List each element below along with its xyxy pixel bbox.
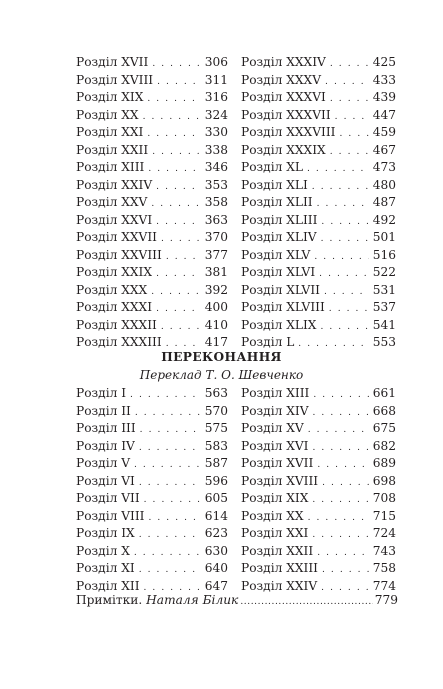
chapter-label: Розділ XLII	[241, 195, 313, 209]
page-number: 324	[204, 107, 228, 122]
page-number: 400	[204, 300, 228, 314]
chapter-label: Розділ XXXII	[76, 317, 157, 332]
leader-dots	[144, 492, 201, 510]
chapter-label: Розділ XLIX	[241, 317, 317, 332]
page-number: 647	[204, 578, 228, 593]
leader-dots	[322, 562, 369, 580]
leader-dots	[308, 510, 369, 528]
leader-dots	[321, 231, 369, 249]
chapter-label: Розділ XXXVI	[241, 90, 326, 104]
page-number: 501	[372, 230, 396, 244]
page-number: 381	[204, 265, 228, 279]
toc-entry[interactable]	[241, 438, 396, 456]
chapter-label: Розділ XIX	[76, 90, 144, 104]
chapter-label: Розділ XLIII	[241, 212, 318, 227]
chapter-label: Розділ XLVI	[241, 265, 316, 279]
chapter-label: Розділ XXXV	[241, 72, 322, 87]
leader-dots	[161, 319, 201, 337]
toc-entry[interactable]	[241, 142, 396, 160]
toc-column-left	[76, 385, 228, 595]
leader-dots	[156, 301, 201, 319]
toc-entry[interactable]	[76, 385, 228, 403]
page-number: 623	[204, 526, 228, 540]
toc-entry[interactable]	[76, 72, 228, 90]
toc-entry[interactable]	[241, 72, 396, 90]
leader-dots	[147, 126, 200, 144]
page-number: 583	[204, 438, 228, 453]
page-number: 537	[372, 300, 396, 314]
leader-dots	[139, 475, 201, 493]
chapter-label: Розділ L	[241, 335, 295, 349]
toc-entry[interactable]	[241, 543, 396, 561]
leader-dots	[156, 179, 201, 197]
leader-dots	[320, 319, 368, 337]
page-number: 425	[372, 55, 396, 69]
chapter-label: Розділ XXI	[241, 526, 309, 540]
chapter-label: Розділ XIV	[241, 403, 309, 418]
leader-dots	[319, 266, 369, 284]
page-number: 473	[372, 160, 396, 174]
leader-dots	[330, 144, 369, 162]
chapter-label: Розділ XXXVIII	[241, 125, 336, 139]
chapter-label: Розділ XII	[76, 578, 140, 593]
leader-dots	[325, 74, 369, 92]
page-number: 563	[204, 386, 228, 400]
leader-dots	[330, 56, 369, 74]
leader-dots	[139, 440, 201, 458]
chapter-label: Розділ VI	[76, 473, 135, 488]
toc-entry[interactable]	[76, 177, 228, 195]
toc-entry[interactable]	[241, 124, 396, 142]
leader-dots	[156, 214, 201, 232]
chapter-label: Розділ VIII	[76, 508, 145, 523]
page-number: 480	[372, 177, 396, 192]
page-number: 715	[372, 508, 396, 523]
page-number: 531	[372, 282, 396, 297]
toc-entry[interactable]	[76, 299, 228, 317]
chapter-label: Розділ XXXVII	[241, 107, 331, 122]
page-number: 417	[204, 335, 228, 349]
leader-dots	[148, 510, 200, 528]
leader-dots	[321, 214, 368, 232]
toc-entry[interactable]	[241, 403, 396, 421]
toc-entry[interactable]	[76, 543, 228, 561]
page-number: 447	[372, 107, 396, 122]
page-number: 492	[372, 212, 396, 227]
leader-dots	[147, 91, 200, 109]
toc-entry[interactable]	[241, 159, 396, 177]
toc-entry[interactable]	[76, 490, 228, 508]
toc-entry[interactable]	[76, 229, 228, 247]
section-subtitle: Переклад Т. О. Шевченко	[139, 368, 304, 382]
toc-entry[interactable]	[241, 212, 396, 230]
page-number: 353	[204, 177, 228, 192]
leader-dots	[335, 109, 369, 127]
leader-dots	[151, 284, 201, 302]
leader-dots	[317, 457, 368, 475]
leader-dots	[312, 492, 368, 510]
toc-entry[interactable]	[76, 525, 228, 543]
chapter-label: Розділ XXXIV	[241, 55, 326, 69]
toc-column-right	[241, 54, 396, 352]
toc-entry[interactable]	[241, 89, 396, 107]
toc-entry[interactable]	[76, 438, 228, 456]
leader-dots	[140, 422, 201, 440]
toc-entry[interactable]	[241, 508, 396, 526]
page-number: 689	[372, 456, 396, 470]
leader-dots	[314, 249, 368, 267]
leader-dots	[152, 56, 200, 74]
page-number: 661	[372, 386, 396, 400]
page-number: 392	[204, 282, 228, 297]
chapter-label: Розділ XVIII	[241, 473, 319, 488]
toc-entry[interactable]	[76, 508, 228, 526]
leader-dots	[156, 266, 201, 284]
leader-dots	[312, 527, 368, 545]
chapter-label: Розділ XLVIII	[241, 300, 325, 314]
page-number: 774	[372, 578, 396, 593]
page-number: 570	[204, 403, 228, 418]
leader-dots	[339, 126, 368, 144]
leader-dots	[135, 405, 201, 423]
page-number: 516	[372, 247, 396, 262]
chapter-label: Розділ XV	[241, 421, 304, 435]
page-number: 640	[204, 561, 228, 575]
toc-entry[interactable]	[241, 247, 396, 265]
page-number: 311	[204, 72, 228, 87]
leader-dots	[312, 179, 369, 197]
chapter-label: Розділ XXXIX	[241, 142, 326, 157]
page-number: 306	[204, 55, 228, 69]
leader-dots	[329, 301, 369, 319]
toc-entry[interactable]	[241, 282, 396, 300]
chapter-label: Розділ XVII	[76, 55, 149, 69]
toc-entry[interactable]	[241, 525, 396, 543]
toc-entry[interactable]	[76, 560, 228, 578]
page-number: 743	[372, 543, 396, 558]
chapter-label: Розділ XLVII	[241, 282, 320, 297]
toc-entry[interactable]	[241, 264, 396, 282]
leader-dots	[240, 594, 372, 612]
toc-entry[interactable]	[76, 194, 228, 212]
chapter-label: Розділ XXVI	[76, 212, 153, 227]
leader-dots	[166, 249, 201, 267]
chapter-label: Розділ XXI	[76, 125, 144, 139]
page-number: 358	[204, 195, 228, 209]
leader-dots	[148, 161, 200, 179]
chapter-label: Розділ XIII	[76, 160, 145, 174]
page-number: 630	[204, 543, 228, 558]
page-number: 675	[372, 421, 396, 435]
toc-entry[interactable]	[76, 282, 228, 300]
chapter-label: Розділ XIII	[241, 386, 310, 400]
leader-dots	[313, 440, 369, 458]
toc-column-left	[76, 54, 228, 352]
page-number: 668	[372, 403, 396, 418]
toc-entry[interactable]	[241, 420, 396, 438]
chapter-label: Розділ XXXI	[76, 300, 153, 314]
toc-entry[interactable]	[76, 159, 228, 177]
leader-dots	[161, 231, 201, 249]
page-number: 698	[372, 473, 396, 488]
page-number: 410	[204, 317, 228, 332]
page-number: 575	[204, 421, 228, 435]
page-number: 541	[372, 317, 396, 332]
leader-dots	[317, 545, 369, 563]
page-number: 708	[372, 491, 396, 505]
toc-entry[interactable]	[241, 560, 396, 578]
toc-entry[interactable]	[76, 420, 228, 438]
toc-block-part-1	[76, 54, 396, 352]
leader-dots	[324, 284, 369, 302]
leader-dots	[151, 196, 200, 214]
page-number: 467	[372, 142, 396, 157]
chapter-label: Розділ XXVIII	[76, 247, 162, 262]
chapter-label: Розділ II	[76, 403, 131, 418]
leader-dots	[152, 144, 201, 162]
page-number: 758	[372, 561, 396, 575]
toc-entry[interactable]	[241, 317, 396, 335]
toc-entry[interactable]	[241, 229, 396, 247]
chapter-label: Розділ IV	[76, 438, 135, 453]
page-number: 724	[372, 526, 396, 540]
chapter-label: Розділ XVIII	[76, 72, 154, 87]
toc-entry[interactable]	[76, 334, 228, 352]
notes-page-number: 779	[374, 593, 398, 607]
page-number: 605	[204, 491, 228, 505]
chapter-label: Розділ XVI	[241, 438, 309, 453]
toc-entry[interactable]	[76, 455, 228, 473]
chapter-label: Розділ XX	[76, 107, 139, 122]
chapter-label: Розділ XLI	[241, 177, 308, 192]
page-number: 363	[204, 212, 228, 227]
chapter-label: Розділ III	[76, 421, 136, 435]
toc-entry[interactable]	[241, 385, 396, 403]
chapter-label: Розділ XXX	[76, 282, 148, 297]
leader-dots	[317, 196, 369, 214]
toc-entry[interactable]	[241, 455, 396, 473]
leader-dots	[143, 109, 201, 127]
toc-entry[interactable]	[241, 194, 396, 212]
toc-entry[interactable]	[76, 89, 228, 107]
toc-entry[interactable]	[241, 334, 396, 352]
toc-entry[interactable]	[76, 54, 228, 72]
chapter-label: Розділ XI	[76, 561, 135, 575]
leader-dots	[308, 422, 369, 440]
page-number: 522	[372, 265, 396, 279]
page-number: 370	[204, 230, 228, 244]
leader-dots	[330, 91, 369, 109]
leader-dots	[139, 562, 201, 580]
toc-entry[interactable]	[241, 299, 396, 317]
page-number: 346	[204, 160, 228, 174]
chapter-label: Розділ XXIV	[76, 177, 153, 192]
toc-column-right	[241, 385, 396, 595]
toc-entry[interactable]	[241, 107, 396, 125]
page-number: 330	[204, 125, 228, 139]
page-number: 459	[372, 125, 396, 139]
leader-dots	[157, 74, 201, 92]
chapter-label: Розділ XLIV	[241, 230, 317, 244]
notes-label: Примітки.	[76, 593, 143, 607]
chapter-label: Розділ XXIII	[241, 561, 318, 575]
chapter-label: Розділ XX	[241, 508, 304, 523]
toc-entry[interactable]	[76, 403, 228, 421]
toc-entry[interactable]	[241, 54, 396, 72]
toc-entry[interactable]	[76, 247, 228, 265]
section-title: ПЕРЕКОНАННЯ	[161, 350, 282, 364]
chapter-label: Розділ X	[76, 543, 130, 558]
leader-dots	[130, 387, 201, 405]
toc-entry[interactable]	[76, 317, 228, 335]
toc-entry[interactable]	[76, 473, 228, 491]
page-number: 439	[372, 90, 396, 104]
chapter-label: Розділ XXXIII	[76, 335, 162, 349]
chapter-label: Розділ XXV	[76, 195, 148, 209]
chapter-label: Розділ XXIX	[76, 265, 153, 279]
chapter-label: Розділ XXIV	[241, 578, 318, 593]
toc-entry[interactable]	[76, 264, 228, 282]
leader-dots	[134, 545, 201, 563]
page-number: 487	[372, 195, 396, 209]
toc-entry[interactable]	[76, 107, 228, 125]
toc-entry[interactable]	[76, 124, 228, 142]
chapter-label: Розділ XLV	[241, 247, 311, 262]
chapter-label: Розділ XIX	[241, 491, 309, 505]
toc-entry-notes[interactable]	[76, 592, 398, 612]
page-number: 553	[372, 335, 396, 349]
toc-block-part-2	[76, 385, 396, 595]
leader-dots	[313, 405, 369, 423]
leader-dots	[313, 387, 368, 405]
toc-entry[interactable]	[241, 473, 396, 491]
chapter-label: Розділ V	[76, 456, 131, 470]
toc-entry[interactable]	[241, 177, 396, 195]
notes-author: Наталя Білик	[146, 593, 239, 607]
leader-dots	[322, 475, 369, 493]
chapter-label: Розділ XVII	[241, 456, 314, 470]
page-number: 316	[204, 90, 228, 104]
page-number: 338	[204, 142, 228, 157]
chapter-label: Розділ I	[76, 386, 127, 400]
toc-entry[interactable]	[241, 490, 396, 508]
chapter-label: Розділ XXII	[241, 543, 314, 558]
page-number: 587	[204, 456, 228, 470]
page-number: 433	[372, 72, 396, 87]
toc-entry[interactable]	[76, 142, 228, 160]
leader-dots	[139, 527, 201, 545]
page-number: 596	[204, 473, 228, 488]
page-number: 614	[204, 508, 228, 523]
chapter-label: Розділ XXII	[76, 142, 149, 157]
leader-dots	[307, 161, 369, 179]
chapter-label: Розділ VII	[76, 491, 140, 505]
toc-entry[interactable]	[76, 212, 228, 230]
chapter-label: Розділ XL	[241, 160, 303, 174]
leader-dots	[134, 457, 201, 475]
page-number: 682	[372, 438, 396, 453]
chapter-label: Розділ XXVII	[76, 230, 157, 244]
page-number: 377	[204, 247, 228, 262]
chapter-label: Розділ IX	[76, 526, 135, 540]
